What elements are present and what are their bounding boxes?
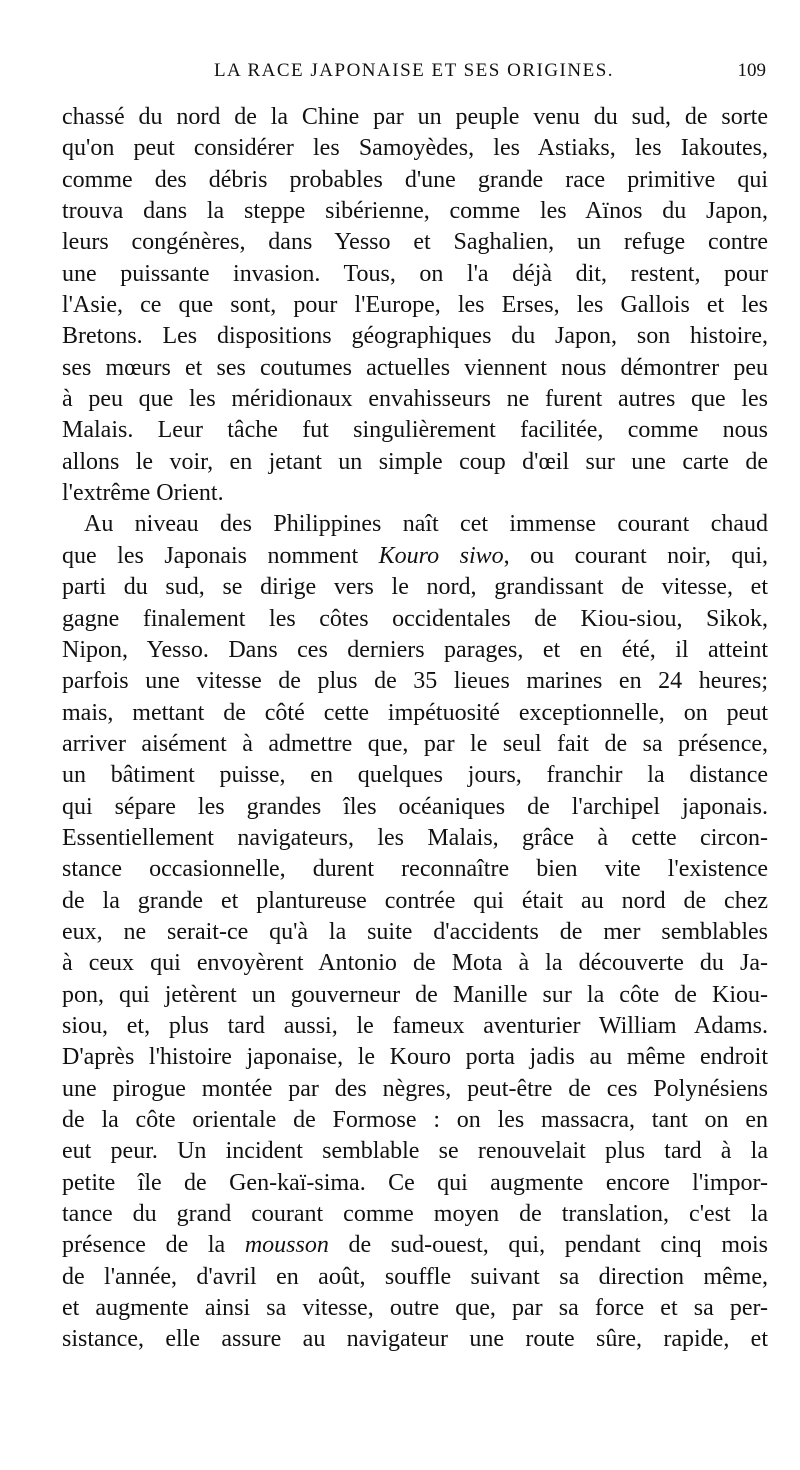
- text-line: une puissante invasion. Tous, on l'a déjà dit, restent, pour: [62, 260, 768, 287]
- text-line: Malais. Leur tâche fut singulièrement facilitée, comme nous: [62, 417, 768, 444]
- text-line: de la côte orientale de Formose : on les massacra, tant on en: [62, 1107, 768, 1133]
- text-line: petite île de Gen-kaï-sima. Ce qui augmente encore l'impor-: [62, 1169, 768, 1196]
- text-line: Essentiellement navigateurs, les Malais, grâce à cette circon-: [62, 824, 768, 851]
- text-line: Nipon, Yesso. Dans ces derniers parages, et en été, il atteint: [62, 636, 768, 663]
- paragraph-end-line: l'extrême Orient.: [62, 480, 224, 507]
- italic-term: Kouro siwo: [378, 542, 504, 569]
- text-line: de l'année, d'avril en août, souffle suivant sa direction même,: [62, 1263, 768, 1290]
- text-line: à ceux qui envoyèrent Antonio de Mota à la découverte du Ja-: [62, 950, 768, 977]
- text-line: allons le voir, en jetant un simple coup d'œil sur une carte de: [62, 448, 768, 475]
- italic-term: mousson: [244, 1232, 329, 1259]
- text-line: parti du sud, se dirige vers le nord, grandissant de vitesse, et: [62, 574, 768, 601]
- text-line: arriver aisément à admettre que, par le seul fait de sa présence,: [62, 730, 768, 757]
- text-line: et augmente ainsi sa vitesse, outre que, par sa force et sa per-: [62, 1295, 768, 1322]
- text-line: qu'on peut considérer les Samoyèdes, les Astiaks, les Iakoutes,: [62, 135, 768, 162]
- text-line: Bretons. Les dispositions géographiques du Japon, son histoire,: [62, 323, 768, 350]
- text-line: D'après l'histoire japonaise, le Kouro porta jadis au même endroit: [62, 1044, 768, 1071]
- text-line: sistance, elle assure au navigateur une route sûre, rapide, et: [62, 1326, 768, 1353]
- text-line: chassé du nord de la Chine par un peuple venu du sud, de sorte: [62, 104, 768, 130]
- text-line: siou, et, plus tard aussi, le fameux aventurier William Adams.: [62, 1012, 768, 1039]
- page-number: 109: [737, 60, 766, 81]
- text-line: leurs congénères, dans Yesso et Saghalien, un refuge contre: [62, 229, 768, 256]
- text-line: un bâtiment puisse, en quelques jours, franchir la distance: [62, 762, 768, 789]
- text-line-with-italic: présence de la mousson de sud-ouest, qui, pendant cinq mois: [62, 1232, 768, 1259]
- text-line: tance du grand courant comme moyen de translation, c'est la: [62, 1201, 768, 1228]
- text-line: mais, mettant de côté cette impétuosité exceptionnelle, on peut: [62, 699, 768, 726]
- running-title: LA RACE JAPONAISE ET SES ORIGINES.: [213, 60, 615, 81]
- text-line: qui sépare les grandes îles océaniques de l'archipel japonais.: [62, 793, 768, 820]
- text-line: trouva dans la steppe sibérienne, comme les Aïnos du Japon,: [62, 198, 768, 225]
- text-line: l'Asie, ce que sont, pour l'Europe, les Erses, les Gallois et les: [62, 292, 768, 319]
- text-line: pon, qui jetèrent un gouverneur de Manille sur la côte de Kiou-: [62, 981, 768, 1008]
- text-line: eux, ne serait-ce qu'à la suite d'accidents de mer semblables: [62, 918, 768, 945]
- text-line: gagne finalement les côtes occidentales de Kiou-siou, Sikok,: [62, 605, 768, 632]
- body-text: [62, 102, 768, 1356]
- running-head: [62, 60, 766, 92]
- text-line: de la grande et plantureuse contrée qui était au nord de chez: [62, 887, 768, 914]
- text-line: ses mœurs et ses coutumes actuelles viennent nous démontrer peu: [62, 354, 768, 381]
- paragraph-start-line: Au niveau des Philippines naît cet immense courant chaud: [84, 511, 768, 538]
- text-line: comme des débris probables d'une grande race primitive qui: [62, 166, 768, 193]
- text-line: stance occasionnelle, durent reconnaître bien vite l'existence: [62, 856, 768, 883]
- text-line: parfois une vitesse de plus de 35 lieues marines en 24 heures;: [62, 668, 768, 695]
- text-line: une pirogue montée par des nègres, peut-être de ces Polynésiens: [62, 1075, 768, 1102]
- text-line: à peu que les méridionaux envahisseurs ne furent autres que les: [62, 386, 768, 413]
- text-line-with-italic: que les Japonais nomment Kouro siwo, ou courant noir, qui,: [62, 542, 768, 569]
- text-line: eut peur. Un incident semblable se renouvelait plus tard à la: [62, 1138, 768, 1165]
